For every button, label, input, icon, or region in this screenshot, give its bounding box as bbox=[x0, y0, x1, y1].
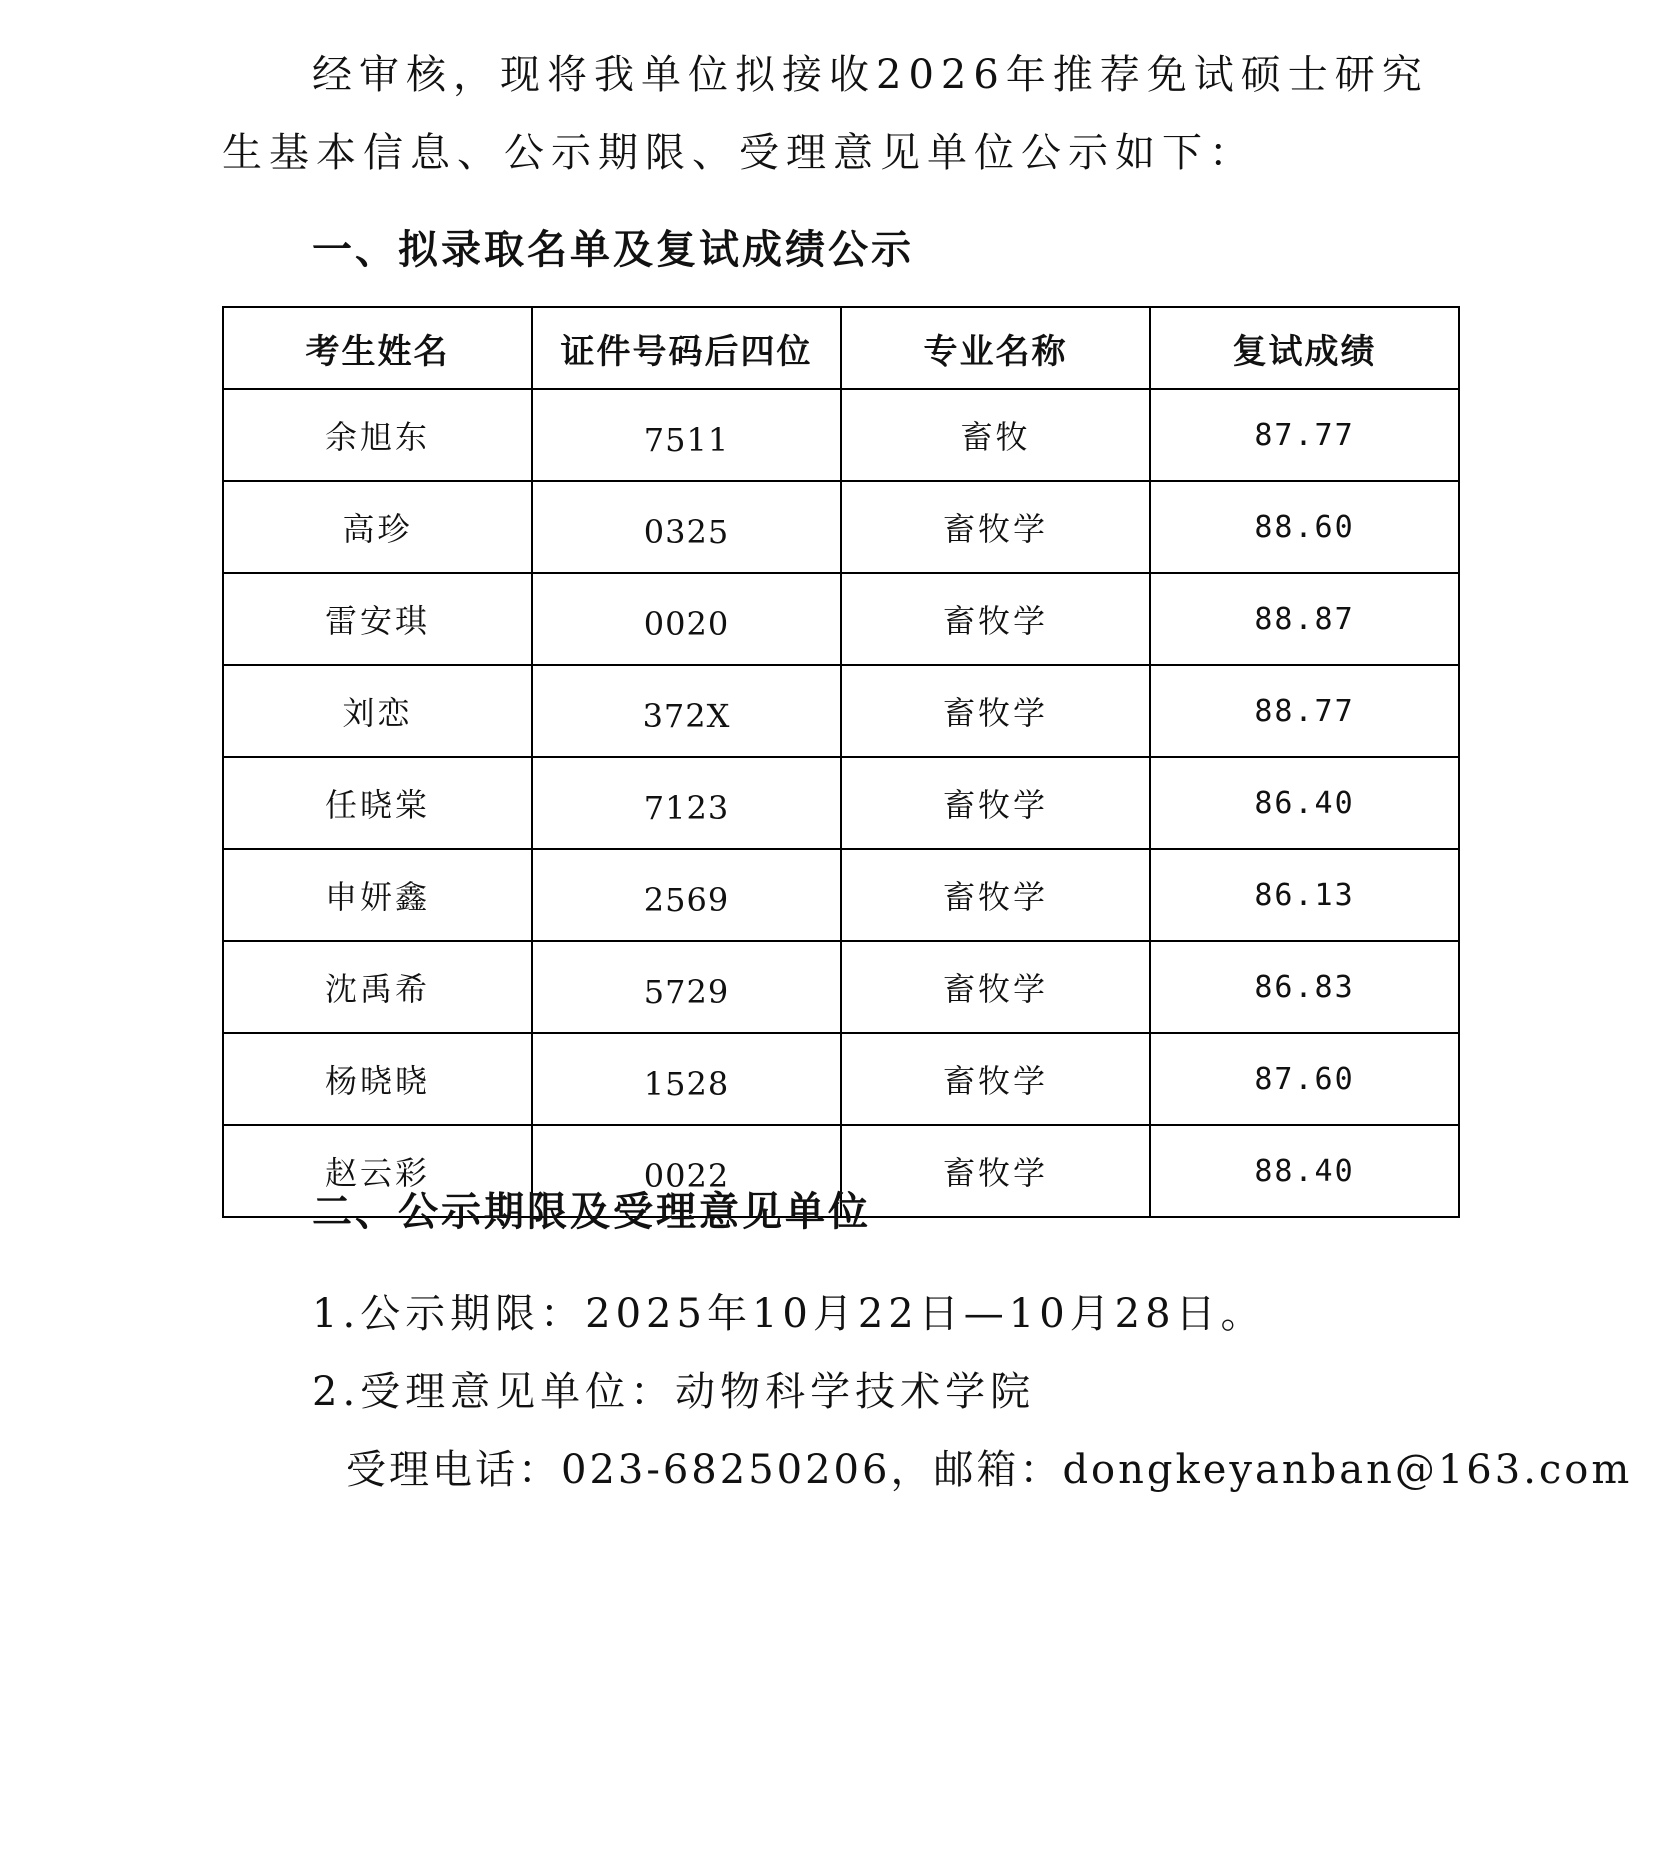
header-retest-score: 复试成绩 bbox=[1150, 307, 1459, 389]
table-row bbox=[223, 481, 1459, 573]
cell-major: 畜牧学 bbox=[841, 757, 1150, 849]
cell-id: 372X bbox=[532, 665, 841, 757]
cell-score: 88.40 bbox=[1150, 1125, 1459, 1217]
header-candidate-name: 考生姓名 bbox=[223, 307, 532, 389]
cell-name: 余旭东 bbox=[223, 389, 532, 481]
cell-major: 畜牧学 bbox=[841, 941, 1150, 1033]
cell-major: 畜牧学 bbox=[841, 573, 1150, 665]
cell-major: 畜牧学 bbox=[841, 665, 1150, 757]
header-id-last-four: 证件号码后四位 bbox=[532, 307, 841, 389]
cell-major: 畜牧学 bbox=[841, 849, 1150, 941]
cell-name: 高珍 bbox=[223, 481, 532, 573]
cell-score: 86.13 bbox=[1150, 849, 1459, 941]
cell-name: 刘恋 bbox=[223, 665, 532, 757]
cell-score: 88.77 bbox=[1150, 665, 1459, 757]
cell-score: 86.40 bbox=[1150, 757, 1459, 849]
cell-id: 2569 bbox=[532, 849, 841, 941]
admission-table bbox=[222, 306, 1460, 1218]
receiving-unit: 2.受理意见单位：动物科学技术学院 bbox=[312, 1369, 1036, 1415]
table-row bbox=[223, 665, 1459, 757]
cell-major: 畜牧学 bbox=[841, 1125, 1150, 1217]
cell-id: 7511 bbox=[532, 389, 841, 481]
cell-id: 0020 bbox=[532, 573, 841, 665]
contact-info: 受理电话：023-68250206，邮箱：dongkeyanban@163.com bbox=[346, 1447, 1633, 1493]
table-row bbox=[223, 573, 1459, 665]
section-heading-admission-list: 一、拟录取名单及复试成绩公示 bbox=[312, 227, 914, 273]
publicity-period: 1.公示期限：2025年10月22日—10月28日。 bbox=[312, 1291, 1266, 1337]
cell-major: 畜牧学 bbox=[841, 481, 1150, 573]
header-major: 专业名称 bbox=[841, 307, 1150, 389]
section-heading-period-and-unit: 二、公示期限及受理意见单位 bbox=[312, 1189, 871, 1235]
cell-score: 88.60 bbox=[1150, 481, 1459, 573]
table-row bbox=[223, 757, 1459, 849]
cell-score: 87.60 bbox=[1150, 1033, 1459, 1125]
table-row bbox=[223, 941, 1459, 1033]
table-row bbox=[223, 389, 1459, 481]
cell-name: 任晓棠 bbox=[223, 757, 532, 849]
cell-name: 赵云彩 bbox=[223, 1125, 532, 1217]
cell-id: 7123 bbox=[532, 757, 841, 849]
cell-id: 1528 bbox=[532, 1033, 841, 1125]
cell-name: 申妍鑫 bbox=[223, 849, 532, 941]
cell-name: 雷安琪 bbox=[223, 573, 532, 665]
table-header-row bbox=[223, 307, 1459, 389]
cell-score: 88.87 bbox=[1150, 573, 1459, 665]
intro-text: 经审核，现将我单位拟接收2026年推荐免试硕士研究生基本信息、公示期限、受理意见单位公示如下： bbox=[222, 52, 1429, 176]
table-row bbox=[223, 1033, 1459, 1125]
cell-major: 畜牧学 bbox=[841, 1033, 1150, 1125]
cell-major: 畜牧 bbox=[841, 389, 1150, 481]
cell-name: 沈禹希 bbox=[223, 941, 532, 1033]
table-row bbox=[223, 849, 1459, 941]
cell-id: 0325 bbox=[532, 481, 841, 573]
intro-paragraph bbox=[222, 36, 1462, 192]
cell-name: 杨晓晓 bbox=[223, 1033, 532, 1125]
cell-score: 87.77 bbox=[1150, 389, 1459, 481]
cell-id: 5729 bbox=[532, 941, 841, 1033]
cell-score: 86.83 bbox=[1150, 941, 1459, 1033]
cell-id: 0022 bbox=[532, 1125, 841, 1217]
